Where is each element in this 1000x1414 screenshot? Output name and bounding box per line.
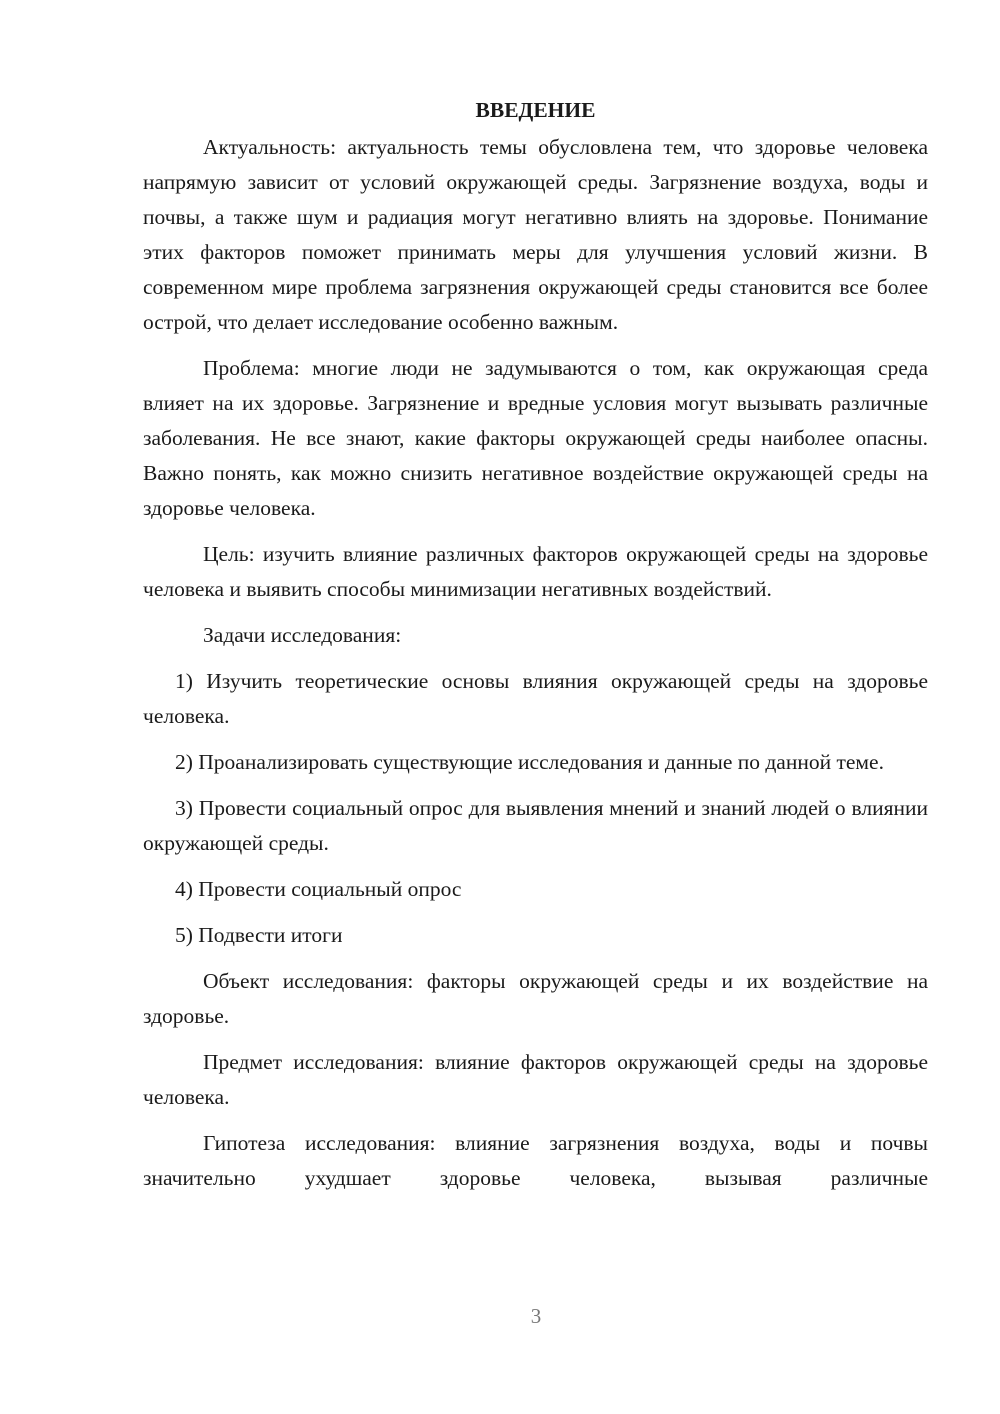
page-title: ВВЕДЕНИЕ <box>475 98 596 122</box>
object-paragraph: Объект исследования: факторы окружающей среды и их воздействие на здоровье. <box>143 969 928 1028</box>
task-item-3: 3) Провести социальный опрос для выявления мнений и знаний людей о влиянии окружающей среды. <box>143 796 928 855</box>
hypothesis-paragraph: Гипотеза исследования: влияние загрязнения воздуха, воды и почвы значительно ухудшает здоровье человека, вызывая различные <box>143 1131 928 1190</box>
document-page <box>143 94 928 1196</box>
task-item-4: 4) Провести социальный опрос <box>175 877 462 901</box>
page-number: 3 <box>530 1304 542 1328</box>
task-item-5: 5) Подвести итоги <box>175 923 343 947</box>
goal-paragraph: Цель: изучить влияние различных факторов окружающей среды на здоровье человека и выявить способы минимизации негативных воздействий. <box>143 542 928 601</box>
subject-paragraph: Предмет исследования: влияние факторов окружающей среды на здоровье человека. <box>143 1050 928 1109</box>
tasks-heading: Задачи исследования: <box>203 623 402 647</box>
task-item-2: 2) Проанализировать существующие исследования и данные по данной теме. <box>175 750 884 774</box>
problem-paragraph: Проблема: многие люди не задумываются о том, как окружающая среда влияет на их здоровье. Загрязнение и вредные условия могут вызывать различные заболевания. Не все знают, какие факторы окружающей среды наиболее опасны. Важно понять, как можно снизить негативное воздействие окружающей среды на здоровье человека. <box>143 356 928 520</box>
task-item-1: 1) Изучить теоретические основы влияния окружающей среды на здоровье человека. <box>143 669 928 728</box>
relevance-paragraph: Актуальность: актуальность темы обусловлена тем, что здоровье человека напрямую зависит от условий окружающей среды. Загрязнение воздуха, воды и почвы, а также шум и радиация могут негативно влиять на здоровье. Понимание этих факторов поможет принимать меры для улучшения условий жизни. В современном мире проблема загрязнения окружающей среды становится все более острой, что делает исследование особенно важным. <box>143 135 928 334</box>
